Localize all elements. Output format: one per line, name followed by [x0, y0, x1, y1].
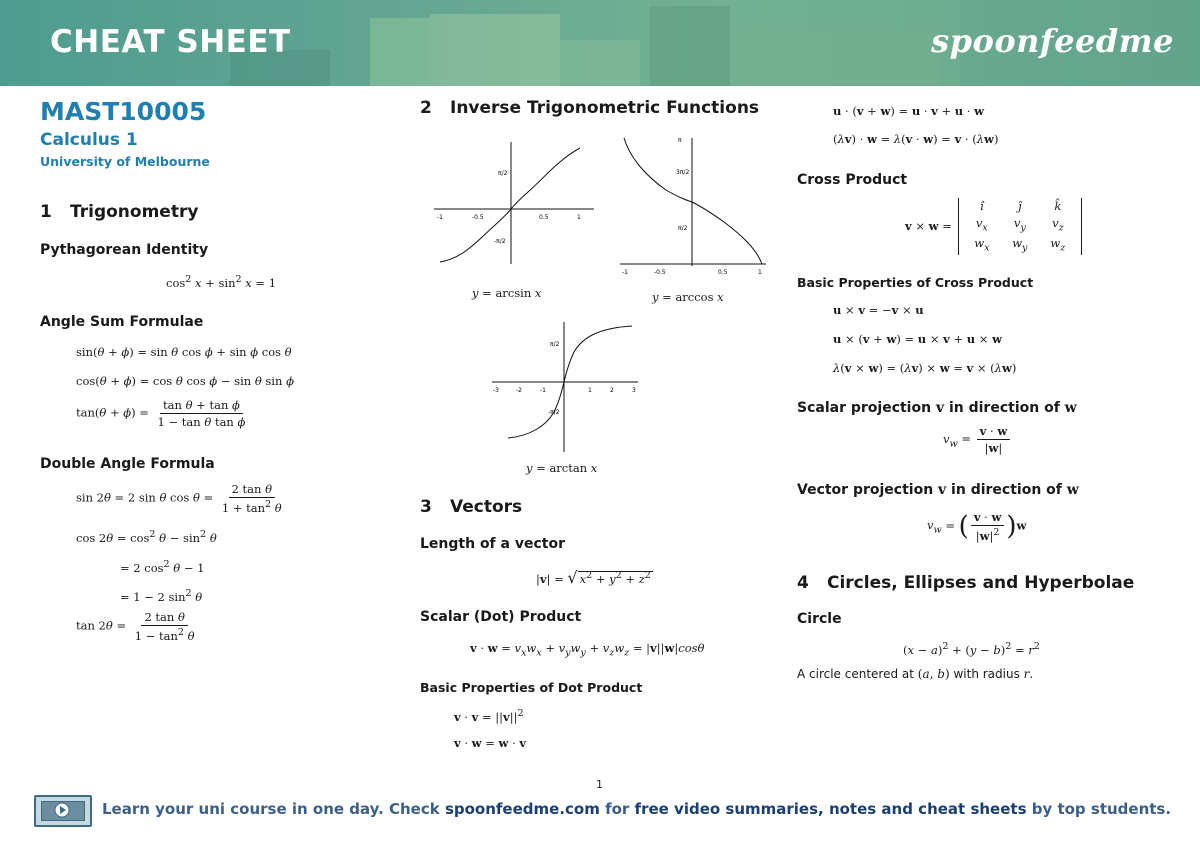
- section-heading-vectors: 3 Vectors: [420, 497, 523, 517]
- tick-label: -3: [493, 387, 499, 394]
- tick-label: 3: [632, 387, 636, 394]
- tick-label: π/2: [678, 225, 688, 232]
- graph-arccos: [620, 136, 770, 276]
- subheading-length: Length of a vector: [420, 536, 565, 552]
- tick-label: 0.5: [718, 269, 728, 276]
- formula-cos-double-3: = 1 − 2 $\sin^2 \theta$: [120, 588, 203, 604]
- formula-tan-sum: tan(θ + ϕ) = $\frac{\text{tan θ + tan ϕ}}{\text{1 − tan θ tan ϕ}}$: [76, 398, 246, 429]
- formula-sin-double: sin 2θ = 2 sin θ cos θ = $\frac{\text{2 tan θ}}{1 + \tan^2 \theta}$: [76, 482, 282, 515]
- tick-label: π/2: [498, 170, 508, 177]
- formula-tan-double: tan 2θ = $\frac{\text{2 tan θ}}{1 - \tan^2 \theta}$: [76, 610, 195, 643]
- formula-vector-projection: $v_w$ = ( $\frac{v \cdot w}{|w|^2}$ )w: [927, 510, 1027, 543]
- course-name: Calculus 1: [40, 130, 138, 150]
- arccos-curve: [624, 138, 762, 264]
- tick-label: -π/2: [494, 238, 506, 245]
- caption-arcsin: y = arcsin x: [472, 286, 542, 300]
- subheading-dot-properties: Basic Properties of Dot Product: [420, 680, 643, 695]
- tick-label: π/2: [550, 341, 560, 348]
- formula-vector-length: |v| = √ $x^2 + y^2 + z^2$: [536, 568, 651, 587]
- graph-arcsin: [434, 140, 598, 266]
- tick-label: 0.5: [539, 214, 549, 221]
- tick-label: 1: [758, 269, 762, 276]
- column-3: [797, 92, 1182, 772]
- banner-title: CHEAT SHEET: [50, 24, 291, 60]
- formula-dot-product: $v \cdot w = v_xw_x + v_yw_y + v_zw_z = |v||w|\cos\theta$: [470, 641, 705, 659]
- tick-label: 2: [610, 387, 614, 394]
- tick-label: 3π/2: [676, 169, 690, 176]
- graph-arctan: [492, 320, 642, 454]
- arcsin-curve: [440, 148, 580, 262]
- column-2: [420, 92, 780, 772]
- formula-cos-double-2: = 2 $\cos^2 \theta - 1$: [120, 559, 205, 575]
- subheading-pythagorean-identity: Pythagorean Identity: [40, 242, 209, 258]
- footer-link[interactable]: spoonfeedme.com: [444, 800, 600, 818]
- subheading-double-angle: Double Angle Formula: [40, 456, 215, 472]
- formula-cos-double: $\cos 2\theta = \cos^2 \theta - \sin^2 \theta$: [76, 529, 217, 545]
- tick-label: -1: [622, 269, 628, 276]
- formula-dot-prop-2: v · w = w · v: [454, 736, 527, 750]
- subheading-circle: Circle: [797, 611, 842, 627]
- video-play-icon[interactable]: [34, 795, 92, 827]
- tick-label: 1: [577, 214, 581, 221]
- subheading-cross-properties: Basic Properties of Cross Product: [797, 275, 1034, 290]
- tick-label: -0.5: [472, 214, 484, 221]
- formula-cross-prop-2: u × (v + w) = u × v + u × w: [833, 332, 1002, 346]
- subheading-dot-product: Scalar (Dot) Product: [420, 609, 582, 625]
- tick-label: -0.5: [654, 269, 666, 276]
- tick-label: -2: [516, 387, 522, 394]
- formula-scalar-projection: $v_w$ = $\frac{v \cdot w}{|w|}$: [943, 424, 1012, 455]
- header-banner: [0, 0, 1200, 86]
- tick-label: 1: [588, 387, 592, 394]
- university-name: University of Melbourne: [40, 154, 210, 169]
- formula-sin-sum: sin(θ + ϕ) = sin θ cos ϕ + sin ϕ cos θ: [76, 345, 292, 359]
- brand-logo[interactable]: spoonfeedme: [931, 22, 1174, 60]
- section-heading-inverse-trig: 2 Inverse Trigonometric Functions: [420, 98, 760, 118]
- subheading-cross-product: Cross Product: [797, 172, 908, 188]
- formula-dot-prop-3: u · (v + w) = u · v + u · w: [833, 104, 985, 118]
- subheading-scalar-projection: Scalar projection v in direction of w: [797, 400, 1077, 416]
- tick-label: -1: [437, 214, 443, 221]
- column-1: [40, 92, 380, 772]
- page-number: 1: [596, 778, 603, 791]
- formula-pythagorean: $\cos^2 x + \sin^2 x = 1$: [166, 274, 277, 290]
- formula-cross-product: v × w = î ĵ k̂ $v_x$ $v_y$ $v_z$ $w_x$ $w_y$ $w_z$: [905, 198, 1082, 255]
- section-heading-circles: 4 Circles, Ellipses and Hyperbolae: [797, 573, 1135, 593]
- circle-description: A circle centered at (a, b) with radius r.: [797, 667, 1034, 681]
- formula-cross-prop-3: λ(v × w) = (λv) × w = v × (λw): [833, 361, 1017, 375]
- formula-cos-sum: cos(θ + ϕ) = cos θ cos ϕ − sin θ sin ϕ: [76, 374, 294, 388]
- caption-arccos: y = arccos x: [652, 290, 724, 304]
- caption-arctan: y = arctan x: [526, 461, 598, 475]
- formula-dot-prop-4: (λv) · w = λ(v · w) = v · (λw): [833, 132, 999, 146]
- formula-circle: $(x - a)^2 + (y - b)^2 = r^2$: [903, 641, 1040, 657]
- tick-label: -1: [540, 387, 546, 394]
- section-heading-trigonometry: 1 Trigonometry: [40, 202, 199, 222]
- formula-dot-prop-1: $v \cdot v = ||v||^2$: [454, 708, 524, 724]
- footer-promo: Learn your uni course in one day. Check spoonfeedme.com for free video summaries, notes and cheat sheets by top students.: [102, 800, 1172, 818]
- subheading-vector-projection: Vector projection v in direction of w: [797, 482, 1079, 498]
- subheading-angle-sum: Angle Sum Formulae: [40, 314, 204, 330]
- tick-label: π: [678, 137, 682, 144]
- course-code: MAST10005: [40, 97, 207, 126]
- formula-cross-prop-1: u × v = −v × u: [833, 303, 924, 317]
- tick-label: -π/2: [548, 409, 560, 416]
